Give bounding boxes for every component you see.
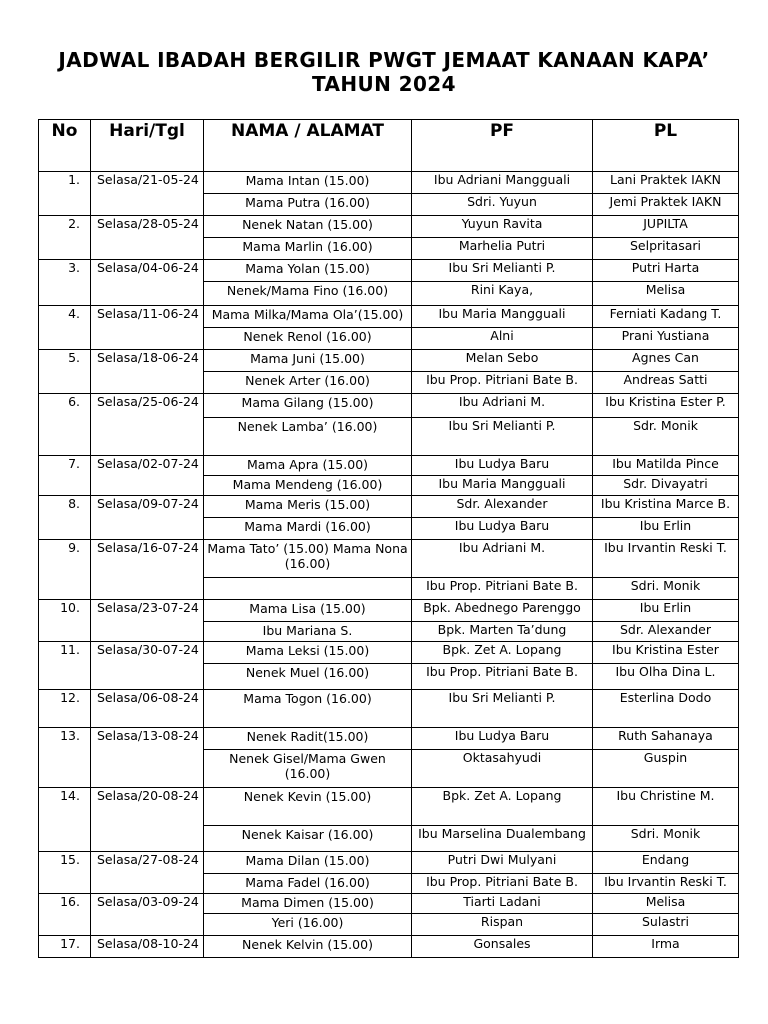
table-row — [39, 306, 739, 328]
cell-nama: Mama Togon (16.00) — [204, 690, 412, 728]
schedule-table — [38, 119, 739, 958]
cell-no: 16. — [39, 894, 91, 936]
cell-pf: Sdr. Alexander — [412, 496, 593, 518]
cell-pl: Ibu Erlin — [593, 600, 739, 622]
cell-pf: Melan Sebo — [412, 350, 593, 372]
table-row — [39, 496, 739, 518]
cell-pl: Jemi Praktek IAKN — [593, 194, 739, 216]
cell-pl: Andreas Satti — [593, 372, 739, 394]
cell-nama: Nenek Muel (16.00) — [204, 664, 412, 690]
cell-pf: Ibu Adriani M. — [412, 540, 593, 578]
table-row — [39, 728, 739, 750]
cell-pl: Ibu Matilda Pince — [593, 456, 739, 476]
cell-nama: Yeri (16.00) — [204, 914, 412, 936]
cell-nama: Mama Leksi (15.00) — [204, 642, 412, 664]
table-row — [39, 260, 739, 282]
table-row — [39, 456, 739, 476]
cell-pl: JUPILTA — [593, 216, 739, 238]
cell-pf: Bpk. Zet A. Lopang — [412, 788, 593, 826]
cell-nama: Nenek Natan (15.00) — [204, 216, 412, 238]
cell-pf: Oktasahyudi — [412, 750, 593, 788]
cell-hari-tgl: Selasa/16-07-24 — [91, 540, 204, 600]
cell-hari-tgl: Selasa/03-09-24 — [91, 894, 204, 936]
cell-pf: Rini Kaya, — [412, 282, 593, 306]
cell-no: 3. — [39, 260, 91, 306]
cell-nama: Mama Mendeng (16.00) — [204, 476, 412, 496]
header-pl: PL — [593, 120, 739, 172]
cell-pf: Ibu Marselina Dualembang — [412, 826, 593, 852]
cell-nama: Mama Intan (15.00) — [204, 172, 412, 194]
cell-no: 1. — [39, 172, 91, 216]
cell-no: 10. — [39, 600, 91, 642]
cell-pl: Endang — [593, 852, 739, 874]
cell-hari-tgl: Selasa/28-05-24 — [91, 216, 204, 260]
cell-nama: Nenek Gisel/Mama Gwen (16.00) — [204, 750, 412, 788]
cell-pl: Sdr. Divayatri — [593, 476, 739, 496]
cell-nama: Mama Mardi (16.00) — [204, 518, 412, 540]
cell-pf: Sdri. Yuyun — [412, 194, 593, 216]
cell-no: 14. — [39, 788, 91, 852]
cell-no: 13. — [39, 728, 91, 788]
cell-pl: Melisa — [593, 282, 739, 306]
header-no: No — [39, 120, 91, 172]
cell-nama: Mama Gilang (15.00) — [204, 394, 412, 418]
cell-pf: Marhelia Putri — [412, 238, 593, 260]
cell-pl: Ibu Kristina Ester — [593, 642, 739, 664]
table-header-row — [39, 120, 739, 172]
cell-no: 9. — [39, 540, 91, 600]
cell-pf: Ibu Prop. Pitriani Bate B. — [412, 578, 593, 600]
cell-nama: Mama Tato’ (15.00) Mama Nona (16.00) — [204, 540, 412, 578]
cell-no: 15. — [39, 852, 91, 894]
cell-pf: Bpk. Abednego Parenggo — [412, 600, 593, 622]
cell-pl: Ibu Irvantin Reski T. — [593, 874, 739, 894]
table-row — [39, 852, 739, 874]
cell-pf: Bpk. Zet A. Lopang — [412, 642, 593, 664]
cell-pl: Putri Harta — [593, 260, 739, 282]
cell-pl: Ferniati Kadang T. — [593, 306, 739, 328]
cell-pf: Ibu Adriani M. — [412, 394, 593, 418]
cell-nama: Mama Meris (15.00) — [204, 496, 412, 518]
cell-nama — [204, 578, 412, 600]
table-row — [39, 642, 739, 664]
cell-hari-tgl: Selasa/23-07-24 — [91, 600, 204, 642]
cell-pl: Melisa — [593, 894, 739, 914]
cell-nama: Nenek Lamba’ (16.00) — [204, 418, 412, 456]
cell-hari-tgl: Selasa/21-05-24 — [91, 172, 204, 216]
table-row — [39, 894, 739, 914]
cell-pl: Esterlina Dodo — [593, 690, 739, 728]
cell-pl: Ibu Kristina Marce B. — [593, 496, 739, 518]
cell-pl: Ibu Irvantin Reski T. — [593, 540, 739, 578]
cell-pf: Ibu Sri Melianti P. — [412, 690, 593, 728]
cell-nama: Mama Marlin (16.00) — [204, 238, 412, 260]
cell-nama: Ibu Mariana S. — [204, 622, 412, 642]
cell-pf: Yuyun Ravita — [412, 216, 593, 238]
cell-pl: Lani Praktek IAKN — [593, 172, 739, 194]
cell-no: 11. — [39, 642, 91, 690]
cell-hari-tgl: Selasa/13-08-24 — [91, 728, 204, 788]
cell-nama: Mama Yolan (15.00) — [204, 260, 412, 282]
table-row — [39, 788, 739, 826]
cell-pf: Ibu Ludya Baru — [412, 518, 593, 540]
cell-pl: Ibu Erlin — [593, 518, 739, 540]
schedule-body — [39, 172, 739, 958]
table-row — [39, 350, 739, 372]
cell-hari-tgl: Selasa/04-06-24 — [91, 260, 204, 306]
cell-pl: Sdri. Monik — [593, 578, 739, 600]
cell-nama: Nenek Renol (16.00) — [204, 328, 412, 350]
cell-pf: Ibu Sri Melianti P. — [412, 260, 593, 282]
header-nama-alamat: NAMA / ALAMAT — [204, 120, 412, 172]
cell-pl: Irma — [593, 936, 739, 958]
cell-nama: Mama Apra (15.00) — [204, 456, 412, 476]
cell-pl: Sdr. Monik — [593, 418, 739, 456]
cell-hari-tgl: Selasa/30-07-24 — [91, 642, 204, 690]
cell-pf: Rispan — [412, 914, 593, 936]
cell-no: 12. — [39, 690, 91, 728]
cell-pl: Selpritasari — [593, 238, 739, 260]
table-row — [39, 936, 739, 958]
cell-pl: Ibu Kristina Ester P. — [593, 394, 739, 418]
cell-hari-tgl: Selasa/08-10-24 — [91, 936, 204, 958]
cell-no: 8. — [39, 496, 91, 540]
cell-nama: Mama Putra (16.00) — [204, 194, 412, 216]
cell-pl: Agnes Can — [593, 350, 739, 372]
cell-pl: Prani Yustiana — [593, 328, 739, 350]
cell-pf: Ibu Prop. Pitriani Bate B. — [412, 664, 593, 690]
header-pf: PF — [412, 120, 593, 172]
cell-pf: Ibu Prop. Pitriani Bate B. — [412, 372, 593, 394]
cell-hari-tgl: Selasa/06-08-24 — [91, 690, 204, 728]
document-subtitle-year: TAHUN 2024 — [312, 72, 456, 96]
cell-pf: Gonsales — [412, 936, 593, 958]
cell-hari-tgl: Selasa/02-07-24 — [91, 456, 204, 496]
cell-nama: Nenek/Mama Fino (16.00) — [204, 282, 412, 306]
cell-pf: Ibu Ludya Baru — [412, 728, 593, 750]
cell-pf: Ibu Maria Mangguali — [412, 476, 593, 496]
table-row — [39, 690, 739, 728]
cell-pl: Guspin — [593, 750, 739, 788]
cell-pf: Ibu Ludya Baru — [412, 456, 593, 476]
cell-nama: Mama Dilan (15.00) — [204, 852, 412, 874]
cell-pf: Putri Dwi Mulyani — [412, 852, 593, 874]
cell-hari-tgl: Selasa/18-06-24 — [91, 350, 204, 394]
cell-nama: Nenek Arter (16.00) — [204, 372, 412, 394]
cell-nama: Mama Milka/Mama Ola’(15.00) — [204, 306, 412, 328]
table-row — [39, 540, 739, 578]
cell-no: 6. — [39, 394, 91, 456]
cell-hari-tgl: Selasa/27-08-24 — [91, 852, 204, 894]
cell-nama: Mama Juni (15.00) — [204, 350, 412, 372]
cell-pf: Ibu Sri Melianti P. — [412, 418, 593, 456]
cell-nama: Mama Lisa (15.00) — [204, 600, 412, 622]
cell-pl: Sdr. Alexander — [593, 622, 739, 642]
table-row — [39, 600, 739, 622]
cell-no: 4. — [39, 306, 91, 350]
table-row — [39, 172, 739, 194]
table-row — [39, 216, 739, 238]
header-hari-tgl: Hari/Tgl — [91, 120, 204, 172]
cell-pl: Ruth Sahanaya — [593, 728, 739, 750]
cell-nama: Mama Dimen (15.00) — [204, 894, 412, 914]
cell-no: 2. — [39, 216, 91, 260]
cell-pf: Ibu Adriani Mangguali — [412, 172, 593, 194]
cell-pf: Bpk. Marten Ta’dung — [412, 622, 593, 642]
cell-nama: Nenek Kelvin (15.00) — [204, 936, 412, 958]
cell-nama: Nenek Kevin (15.00) — [204, 788, 412, 826]
cell-pf: Alni — [412, 328, 593, 350]
cell-pl: Sdri. Monik — [593, 826, 739, 852]
cell-pf: Ibu Maria Mangguali — [412, 306, 593, 328]
cell-no: 17. — [39, 936, 91, 958]
cell-hari-tgl: Selasa/09-07-24 — [91, 496, 204, 540]
cell-no: 7. — [39, 456, 91, 496]
cell-nama: Nenek Kaisar (16.00) — [204, 826, 412, 852]
cell-pl: Ibu Christine M. — [593, 788, 739, 826]
cell-nama: Nenek Radit(15.00) — [204, 728, 412, 750]
cell-pl: Sulastri — [593, 914, 739, 936]
cell-pf: Tiarti Ladani — [412, 894, 593, 914]
cell-pl: Ibu Olha Dina L. — [593, 664, 739, 690]
document-title: JADWAL IBADAH BERGILIR PWGT JEMAAT KANAAN KAPA’ — [58, 48, 710, 72]
cell-pf: Ibu Prop. Pitriani Bate B. — [412, 874, 593, 894]
table-row — [39, 394, 739, 418]
cell-nama: Mama Fadel (16.00) — [204, 874, 412, 894]
cell-hari-tgl: Selasa/11-06-24 — [91, 306, 204, 350]
cell-hari-tgl: Selasa/20-08-24 — [91, 788, 204, 852]
cell-no: 5. — [39, 350, 91, 394]
cell-hari-tgl: Selasa/25-06-24 — [91, 394, 204, 456]
